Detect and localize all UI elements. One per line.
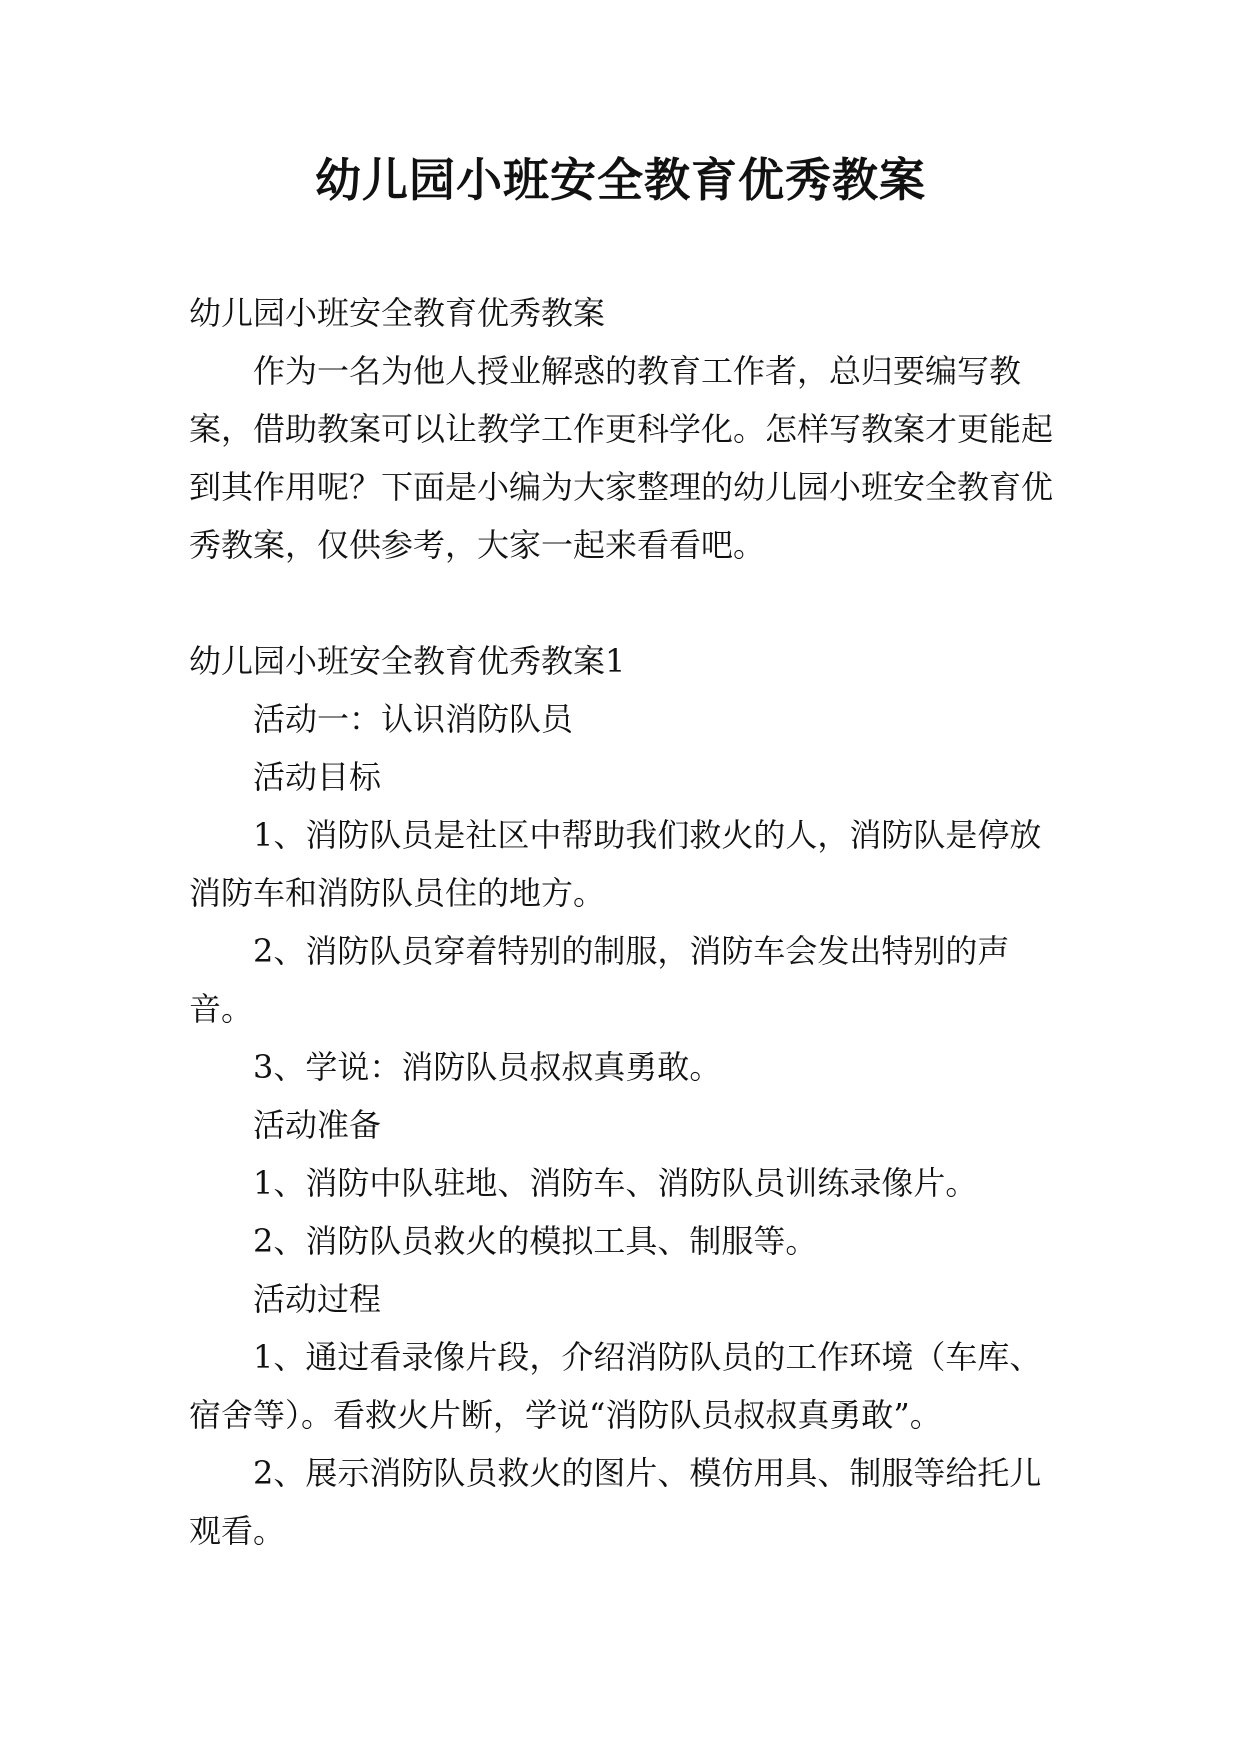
subtitle-paragraph: 幼儿园小班安全教育优秀教案: [189, 294, 606, 332]
process-heading: 活动过程: [253, 1280, 382, 1318]
goal-item-2: 2、消防队员穿着特别的制服，消防车会发出特别的声音。: [189, 932, 1010, 1028]
goal-heading: 活动目标: [253, 758, 382, 796]
preparation-item-1: 1、消防中队驻地、消防车、消防队员训练录像片。: [253, 1164, 978, 1202]
activity-heading: 活动一：认识消防队员: [253, 700, 574, 738]
process-item-2: 2、展示消防队员救火的图片、模仿用具、制服等给托儿观看。: [189, 1454, 1042, 1550]
preparation-heading: 活动准备: [253, 1106, 382, 1144]
intro-paragraph: 作为一名为他人授业解惑的教育工作者，总归要编写教案，借助教案可以让教学工作更科学化。怎样写教案才更能起到其作用呢？下面是小编为大家整理的幼儿园小班安全教育优秀教案，仅供参考，大家一起来看看吧。: [189, 352, 1054, 564]
goal-item-3: 3、学说：消防队员叔叔真勇敢。: [253, 1048, 722, 1086]
goal-item-1: 1、消防队员是社区中帮助我们救火的人，消防队是停放消防车和消防队员住的地方。: [189, 816, 1042, 912]
section-heading: 幼儿园小班安全教育优秀教案1: [189, 642, 626, 680]
document-body: [189, 284, 1053, 1560]
process-item-1: 1、通过看录像片段，介绍消防队员的工作环境（车库、宿舍等）。看救火片断，学说“消防队员叔叔真勇敢”。: [189, 1338, 1042, 1434]
preparation-item-2: 2、消防队员救火的模拟工具、制服等。: [253, 1222, 818, 1260]
document-title: 幼儿园小班安全教育优秀教案: [315, 153, 926, 207]
